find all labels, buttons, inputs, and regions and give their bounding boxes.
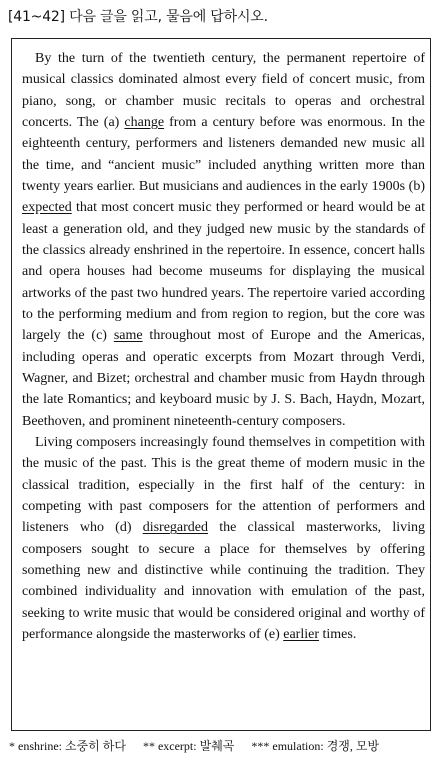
- passage-text-segment: the classical masterworks, living composers sought to secure a place for themselves by offering something new and distinctive while continuing the tradition. They combined individuality and innovation with emulation of the past, seeking to write music that would be considered original and worthy of performance alongside the masterworks of (e): [22, 520, 426, 642]
- passage-text-segment: times.: [318, 626, 357, 642]
- paragraph-2: [22, 432, 425, 645]
- underlined-word-b: expected: [22, 200, 72, 216]
- footnote-enshrine: * enshrine: 소중히 하다: [9, 739, 126, 753]
- passage-text-segment: that most concert music they performed or heard would be at least a generation old, and they judged new music by the standards of the classics already enshrined in the repertoire. In essence, concert halls and opera houses had become museums for displaying the musical artworks of the past two hundred years. The repertoire varied according to the performing medium and from region to region, but the core was largely the (c): [22, 200, 425, 344]
- passage-text-segment: from a century before was enormous. In the eighteenth century, performers and listeners demanded new music all the time, and “ancient music” included anything written more than twenty years earlier. But musicians and audiences in the early 1900s (b): [22, 114, 425, 194]
- passage-text-segment: throughout most of Europe and the Americas, including operas and operatic excerpts from Mozart through Verdi, Wagner, and Bizet; orchestral and chamber music from Haydn through the late Romantics; and keyboard music by J. S. Bach, Haydn, Mozart, Beethoven, and prominent nineteenth-century composers.: [22, 328, 425, 429]
- passage-text-segment: Living composers increasingly found themselves in competition with the music of the past. This is the great theme of modern music in the classical tradition, especially in the first half of the century: in competing with past composers for the attention of performers and listeners who (d): [22, 434, 425, 536]
- question-header: [41~42] 다음 글을 읽고, 물음에 답하시오.: [8, 9, 268, 25]
- footnotes: [9, 737, 434, 754]
- footnote-excerpt: ** excerpt: 발췌곡: [142, 739, 235, 753]
- footnote-emulation: *** emulation: 경쟁, 모방: [251, 739, 380, 753]
- underlined-word-d: disregarded: [142, 520, 208, 536]
- passage-text-segment: By the turn of the twentieth century, the permanent repertoire of musical classics dominated almost every field of concert music, from piano, song, or chamber music recitals to operas and orchestral concerts. The (a): [22, 51, 425, 130]
- passage-text: [22, 48, 425, 645]
- underlined-word-c: same: [113, 328, 143, 344]
- underlined-word-e: earlier: [283, 626, 319, 642]
- underlined-word-a: change: [124, 114, 165, 130]
- paragraph-1: [22, 48, 425, 432]
